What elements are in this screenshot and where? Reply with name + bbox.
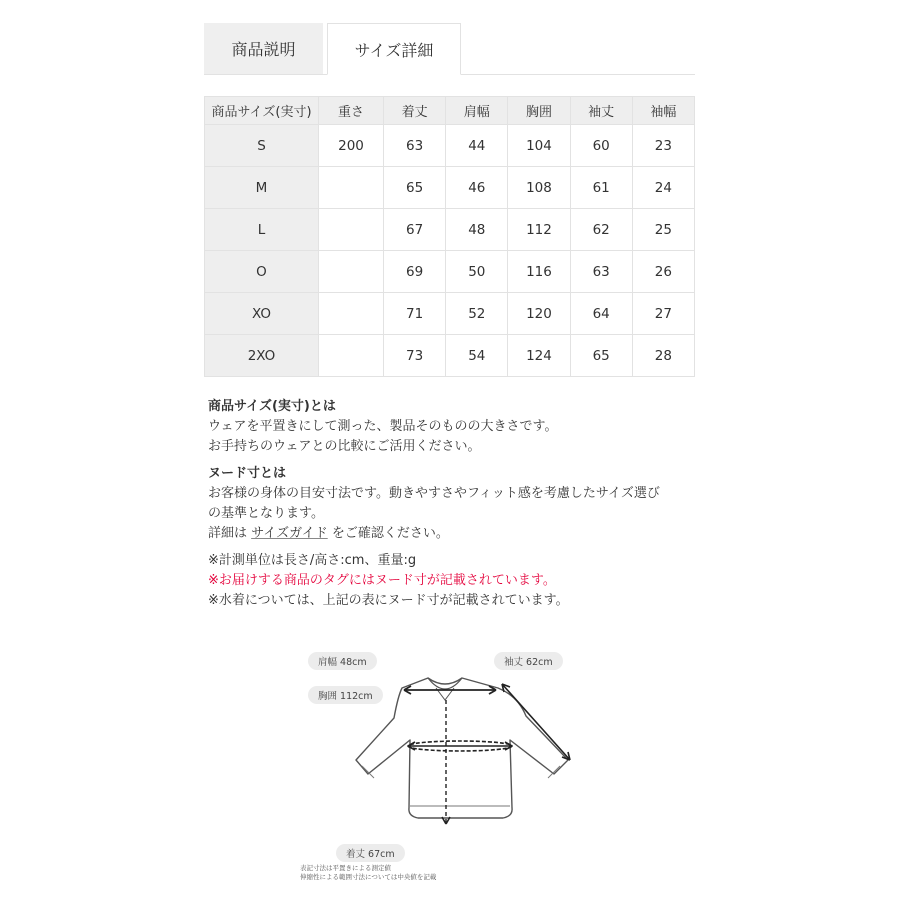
table-cell: 23 — [632, 125, 694, 167]
detail-suffix: をご確認ください。 — [327, 526, 449, 541]
table-cell — [319, 293, 384, 335]
header-length: 着丈 — [384, 97, 446, 125]
table-cell: 27 — [632, 293, 694, 335]
size-guide-sentence — [208, 524, 708, 544]
table-cell: 120 — [508, 293, 570, 335]
size-table-header-row — [205, 97, 695, 125]
size-guide-link[interactable]: サイズガイド — [251, 526, 328, 541]
header-sleeve-length: 袖丈 — [570, 97, 632, 125]
table-row — [205, 293, 695, 335]
unit-note: ※計測単位は長さ/高さ:cm、重量:g — [208, 553, 417, 568]
table-cell: 26 — [632, 251, 694, 293]
table-row — [205, 209, 695, 251]
product-size-text-line1: ウェアを平置きにして測った、製品そのものの大きさです。 — [208, 419, 558, 434]
table-row — [205, 251, 695, 293]
size-label: M — [205, 167, 319, 209]
tag-warning-note: ※お届けする商品のタグにはヌード寸が記載されています。 — [208, 573, 556, 588]
table-cell: 63 — [570, 251, 632, 293]
table-row — [205, 167, 695, 209]
table-cell: 64 — [570, 293, 632, 335]
nude-size-heading: ヌード寸とは — [208, 466, 287, 481]
sweater-illustration-icon — [298, 648, 598, 848]
table-cell: 61 — [570, 167, 632, 209]
shoulder-width-label: 肩幅 48cm — [308, 652, 377, 670]
header-product-size: 商品サイズ(実寸) — [205, 97, 319, 125]
table-cell: 60 — [570, 125, 632, 167]
swimwear-note: ※水着については、上記の表にヌード寸が記載されています。 — [208, 593, 569, 608]
total-length-label: 着丈 67cm — [336, 844, 405, 862]
table-row — [205, 335, 695, 377]
measurement-diagram — [298, 648, 598, 888]
table-cell: 44 — [446, 125, 508, 167]
table-cell: 25 — [632, 209, 694, 251]
diagram-caption-line2: 伸縮性による範囲寸法については中央値を記載 — [300, 873, 437, 881]
product-tabs — [204, 23, 695, 75]
size-label: O — [205, 251, 319, 293]
table-cell: 28 — [632, 335, 694, 377]
size-label: L — [205, 209, 319, 251]
size-label: 2XO — [205, 335, 319, 377]
product-size-heading: 商品サイズ(実寸)とは — [208, 399, 336, 414]
table-row — [205, 125, 695, 167]
table-cell: 48 — [446, 209, 508, 251]
nude-size-text-line2: の基準となります。 — [208, 506, 324, 521]
table-cell — [319, 251, 384, 293]
table-cell: 24 — [632, 167, 694, 209]
table-cell: 65 — [384, 167, 446, 209]
table-cell: 65 — [570, 335, 632, 377]
header-chest: 胸囲 — [508, 97, 570, 125]
table-cell: 112 — [508, 209, 570, 251]
header-weight: 重さ — [319, 97, 384, 125]
table-cell: 108 — [508, 167, 570, 209]
table-cell: 69 — [384, 251, 446, 293]
size-label: S — [205, 125, 319, 167]
table-cell: 104 — [508, 125, 570, 167]
header-shoulder: 肩幅 — [446, 97, 508, 125]
chest-label: 胸囲 112cm — [308, 686, 383, 704]
size-notes — [208, 397, 708, 611]
size-table — [204, 96, 695, 377]
header-sleeve-width: 袖幅 — [632, 97, 694, 125]
table-cell: 54 — [446, 335, 508, 377]
table-cell — [319, 209, 384, 251]
table-cell: 46 — [446, 167, 508, 209]
table-cell: 73 — [384, 335, 446, 377]
table-cell: 116 — [508, 251, 570, 293]
sleeve-length-label: 袖丈 62cm — [494, 652, 563, 670]
table-cell: 200 — [319, 125, 384, 167]
diagram-caption-line1: 表記寸法は平置きによる測定値 — [300, 864, 391, 872]
table-cell — [319, 335, 384, 377]
nude-size-text-line1: お客様の身体の目安寸法です。動きやすさやフィット感を考慮したサイズ選び — [208, 486, 660, 501]
size-label: XO — [205, 293, 319, 335]
table-cell: 67 — [384, 209, 446, 251]
table-cell: 62 — [570, 209, 632, 251]
table-cell: 71 — [384, 293, 446, 335]
table-cell: 63 — [384, 125, 446, 167]
detail-prefix: 詳細は — [208, 526, 252, 541]
table-cell: 50 — [446, 251, 508, 293]
table-cell: 52 — [446, 293, 508, 335]
tab-size-detail[interactable]: サイズ詳細 — [327, 23, 461, 75]
table-cell: 124 — [508, 335, 570, 377]
tab-product-description[interactable]: 商品説明 — [204, 23, 323, 74]
table-cell — [319, 167, 384, 209]
product-size-text-line2: お手持ちのウェアとの比較にご活用ください。 — [208, 439, 481, 454]
